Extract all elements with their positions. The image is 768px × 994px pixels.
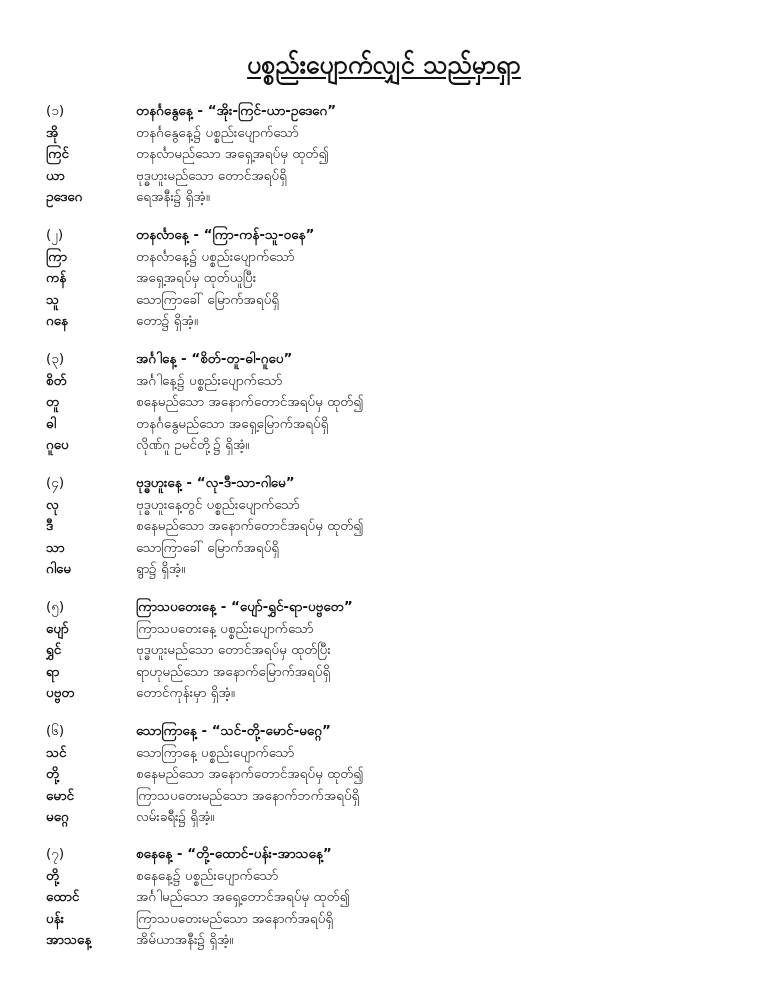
entry-key: ဂနေ [46, 313, 69, 330]
section-heading: တနင်္လာနေ့ - “ကြာ-ကန်-သူ-ဝနေ” [136, 227, 315, 243]
entry-text: အရှေ့အရပ်မှ ထုတ်ယူပြီး [136, 270, 257, 287]
entry-row [46, 887, 736, 909]
entry-row [46, 414, 736, 436]
section-header-row [46, 349, 736, 371]
section-header-row [46, 597, 736, 619]
entry-row [46, 311, 736, 333]
entry-text: တနင်္လာနေ့၌ ပစ္စည်းပျောက်သော် [136, 248, 295, 265]
entry-row [46, 516, 736, 538]
entry-text: စနေမည်သော အနောက်တောင်အရပ်မှ ထုတ်၍ [136, 518, 364, 535]
entry-key: သာ [46, 539, 65, 556]
entry-text: ဗုဒ္ဓဟူးနေ့တွင် ပစ္စည်းပျောက်သော် [136, 496, 300, 513]
section-number: (၂) [46, 227, 64, 243]
entry-text: ကြာသပတေးမည်သော အနောက်ဘက်အရပ်ရှိ [136, 787, 360, 804]
entry-key: ဂါမေ [46, 561, 72, 578]
entry-key: သင် [46, 744, 67, 761]
entry-row [46, 743, 736, 765]
entry-text: ဗုဒ္ဓဟူးမည်သော တောင်အရပ်ရှိ [136, 167, 287, 184]
entry-text: လမ်းခရီး၌ ရှိအံ့။ [136, 809, 215, 826]
entry-row [46, 187, 736, 209]
entry-key: တူ [46, 394, 60, 411]
entry-key: ကြာ [46, 248, 68, 265]
section-heading: ကြာသပတေးနေ့ - “ပျော်-ရွှင်-ရာ-ပဗ္ဗတေ” [136, 599, 353, 615]
entry-text: လိုဏ်ဂူ ဥမင်တို့၌ ရှိအံ့။ [136, 437, 250, 454]
entry-row [46, 538, 736, 560]
section-header-row [46, 844, 736, 866]
entry-key: ဒီ [46, 518, 54, 535]
section-number: (၆) [46, 723, 65, 739]
page-title: ပစ္စည်းပျောက်လျှင် သည်မှာရှာ [247, 50, 521, 79]
section-heading: စနေနေ့ - “တို့-ထောင်-ပန်း-အာသနေ့” [136, 846, 332, 862]
entry-key: ပဗ္ဗတ [46, 685, 75, 702]
section-monday [46, 225, 736, 333]
entry-text: စနေမည်သော အနောက်တောင်အရပ်မှ ထုတ်၍ [136, 766, 364, 783]
section-heading: သောကြာနေ့ - “သင်-တို့-မောင်-မဂ္ဂေ” [136, 723, 331, 739]
section-number: (၁) [46, 103, 65, 119]
entry-row [46, 247, 736, 269]
entry-row [46, 807, 736, 829]
entry-row [46, 786, 736, 808]
entry-text: ရေအနီး၌ ရှိအံ့။ [136, 189, 210, 206]
entry-key: သူ [46, 291, 60, 308]
entry-key: မဂ္ဂေ [46, 809, 69, 826]
entry-key: ဓါ [46, 415, 56, 432]
section-sunday [46, 101, 736, 209]
entry-key: တို့ [46, 766, 60, 783]
entry-row [46, 930, 736, 952]
entry-text: တနင်္ဂနွေနေ့၌ ပစ္စည်းပျောက်သော် [136, 124, 299, 141]
section-number: (၇) [46, 846, 65, 862]
entry-row [46, 123, 736, 145]
entry-key: ကြင် [46, 146, 69, 163]
entry-row [46, 909, 736, 931]
entry-text: ရွာ၌ ရှိအံ့။ [136, 561, 186, 578]
entry-key: အို [46, 124, 59, 141]
section-thursday [46, 597, 736, 705]
entry-text: အင်္ဂါမည်သော အရှေ့တောင်အရပ်မှ ထုတ်၍ [136, 889, 350, 906]
entry-row [46, 144, 736, 166]
entry-row [46, 371, 736, 393]
section-heading: အင်္ဂါနေ့ - “စိတ်-တူ-ဓါ-ဂူပေ” [136, 351, 293, 367]
entry-row [46, 764, 736, 786]
entry-key: စိတ် [46, 372, 67, 389]
entry-text: အိမ်ယာအနီး၌ ရှိအံ့။ [136, 932, 234, 949]
entry-row [46, 290, 736, 312]
entry-text: စနေမည်သော အနောက်တောင်အရပ်မှ ထုတ်၍ [136, 394, 364, 411]
entry-key: အာသနေ့ [46, 932, 92, 949]
entry-text: ကြာသပတေးနေ့ ပစ္စည်းပျောက်သော် [136, 620, 314, 637]
entry-key: ကန် [46, 270, 67, 287]
section-heading: ဗုဒ္ဓဟူးနေ့ - “လု-ဒီ-သာ-ဂါမေ” [136, 475, 295, 491]
section-header-row [46, 721, 736, 743]
entry-row [46, 268, 736, 290]
section-saturday [46, 844, 736, 952]
entry-key: မောင် [46, 787, 75, 804]
entry-text: သောကြာခေါ် မြောက်အရပ်ရှိ [136, 539, 280, 556]
section-number: (၅) [46, 599, 65, 615]
entry-key: ထောင် [46, 889, 80, 906]
entry-key: ပန်း [46, 910, 65, 927]
entry-key: ရွှင် [46, 642, 62, 659]
entry-row [46, 619, 736, 641]
section-wednesday [46, 473, 736, 581]
entry-key: လု [46, 496, 59, 513]
section-friday [46, 721, 736, 829]
entry-text: တော၌ ရှိအံ့။ [136, 313, 199, 330]
entry-row [46, 640, 736, 662]
section-number: (၃) [46, 351, 65, 367]
entry-text: တောင်ကုန်းမှာ ရှိအံ့။ [136, 685, 235, 702]
entry-key: တို့ [46, 867, 60, 884]
section-tuesday [46, 349, 736, 457]
section-heading: တနင်္ဂနွေနေ့ - “အိုး-ကြင်-ယာ-ဥဒေဂေ” [136, 103, 337, 119]
section-number: (၄) [46, 475, 65, 491]
entry-row [46, 662, 736, 684]
entry-key: ပျော် [46, 620, 69, 637]
entry-row [46, 866, 736, 888]
entry-key: ရာ [46, 663, 60, 680]
entry-text: စနေနေ့၌ ပစ္စည်းပျောက်သော် [136, 867, 279, 884]
entry-row [46, 683, 736, 705]
entry-text: သောကြာနေ့ ပစ္စည်းပျောက်သော် [136, 744, 295, 761]
section-header-row [46, 101, 736, 123]
entry-row [46, 435, 736, 457]
entry-row [46, 392, 736, 414]
entry-text: သောကြာခေါ် မြောက်အရပ်ရှိ [136, 291, 280, 308]
entry-row [46, 495, 736, 517]
section-header-row [46, 473, 736, 495]
entry-text: ရာဟုမည်သော အနောက်မြောက်အရပ်ရှိ [136, 663, 331, 680]
entry-key: ယာ [46, 167, 65, 184]
entry-key: ဂူပေ [46, 437, 69, 454]
entry-key: ဥဒေဂေ [46, 189, 83, 206]
section-header-row [46, 225, 736, 247]
entry-text: တနင်္ဂနွေမည်သော အရှေ့မြောက်အရပ်ရှိ [136, 415, 329, 432]
entry-text: ဗုဒ္ဓဟူးမည်သော တောင်အရပ်မှ ထုတ်ပြီး [136, 642, 331, 659]
entry-text: တနင်္လာမည်သော အရှေ့အရပ်မှ ထုတ်၍ [136, 146, 329, 163]
entry-text: ကြာသပတေးမည်သော အနောက်အရပ်ရှိ [136, 910, 334, 927]
entry-row [46, 559, 736, 581]
entry-row [46, 166, 736, 188]
entry-text: အင်္ဂါနေ့၌ ပစ္စည်းပျောက်သော် [136, 372, 283, 389]
